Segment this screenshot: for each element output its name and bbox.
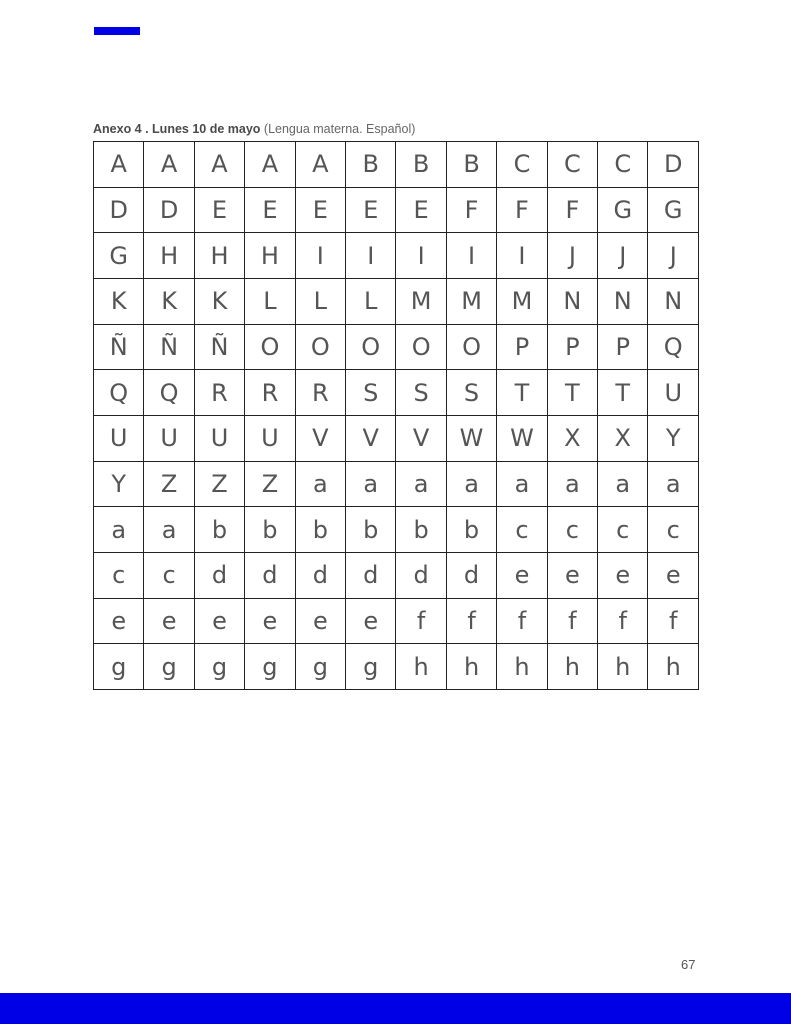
grid-row (94, 598, 699, 644)
letter-cell: U (194, 415, 244, 461)
letter-cell: d (295, 552, 345, 598)
letter-cell: a (396, 461, 446, 507)
letter-cell: F (446, 187, 496, 233)
annex-caption (93, 122, 415, 136)
grid-row (94, 644, 699, 690)
letter-cell: I (346, 233, 396, 279)
letter-cell: R (194, 370, 244, 416)
letter-cell: G (598, 187, 648, 233)
letter-cell: A (295, 142, 345, 188)
letter-cell: g (295, 644, 345, 690)
letter-cell: Ñ (94, 324, 144, 370)
letter-cell: f (648, 598, 699, 644)
grid-row (94, 415, 699, 461)
letter-cell: h (396, 644, 446, 690)
letter-cell: T (598, 370, 648, 416)
letter-cell: O (396, 324, 446, 370)
letter-cell: Q (648, 324, 699, 370)
letter-cell: H (144, 233, 194, 279)
grid-row (94, 142, 699, 188)
letter-cell: E (396, 187, 446, 233)
letter-cell: I (295, 233, 345, 279)
letter-cell: a (144, 507, 194, 553)
letter-cell: e (648, 552, 699, 598)
letter-cell: Ñ (144, 324, 194, 370)
letter-cell: Y (648, 415, 699, 461)
letter-cell: A (94, 142, 144, 188)
letter-cell: I (497, 233, 547, 279)
top-accent-bar (94, 27, 140, 35)
letter-cell: H (194, 233, 244, 279)
letter-cell: M (396, 278, 446, 324)
letter-cell: g (346, 644, 396, 690)
letter-cell: E (295, 187, 345, 233)
letter-cell: C (598, 142, 648, 188)
letter-cell: e (346, 598, 396, 644)
letter-cell: J (648, 233, 699, 279)
letter-cell: T (497, 370, 547, 416)
letter-cell: e (497, 552, 547, 598)
grid-row (94, 278, 699, 324)
letter-cell: R (295, 370, 345, 416)
letter-cell: d (346, 552, 396, 598)
letter-cell: f (547, 598, 597, 644)
letter-cell: b (346, 507, 396, 553)
letter-cell: a (94, 507, 144, 553)
letter-cell: A (144, 142, 194, 188)
letter-cell: b (396, 507, 446, 553)
grid-row (94, 370, 699, 416)
grid-row (94, 324, 699, 370)
letter-cell: Y (94, 461, 144, 507)
letter-cell: P (497, 324, 547, 370)
letter-cell: K (94, 278, 144, 324)
letter-cell: U (144, 415, 194, 461)
letter-cell: O (446, 324, 496, 370)
grid-row (94, 461, 699, 507)
letter-cell: X (598, 415, 648, 461)
letter-cell: S (346, 370, 396, 416)
letter-cell: a (497, 461, 547, 507)
letter-cell: V (396, 415, 446, 461)
letter-cell: g (245, 644, 295, 690)
letter-cell: a (648, 461, 699, 507)
letter-cell: e (144, 598, 194, 644)
letter-cell: F (497, 187, 547, 233)
letter-cell: f (497, 598, 547, 644)
letter-cell: J (598, 233, 648, 279)
letter-cell: h (547, 644, 597, 690)
grid-row (94, 187, 699, 233)
letter-cell: F (547, 187, 597, 233)
letter-cell: a (446, 461, 496, 507)
letter-cell: b (245, 507, 295, 553)
letter-cell: N (648, 278, 699, 324)
letter-cell: e (94, 598, 144, 644)
letter-cell: b (295, 507, 345, 553)
letter-cell: e (295, 598, 345, 644)
letter-cell: W (497, 415, 547, 461)
letter-cell: G (648, 187, 699, 233)
letter-cell: N (598, 278, 648, 324)
letter-grid (93, 141, 699, 690)
letter-cell: B (396, 142, 446, 188)
letter-cell: J (547, 233, 597, 279)
letter-cell: d (446, 552, 496, 598)
letter-cell: C (547, 142, 597, 188)
letter-cell: b (446, 507, 496, 553)
letter-cell: c (598, 507, 648, 553)
letter-cell: U (94, 415, 144, 461)
letter-cell: e (245, 598, 295, 644)
letter-cell: V (346, 415, 396, 461)
letter-cell: D (144, 187, 194, 233)
letter-cell: d (396, 552, 446, 598)
letter-cell: B (346, 142, 396, 188)
letter-cell: b (194, 507, 244, 553)
letter-cell: h (598, 644, 648, 690)
letter-cell: O (245, 324, 295, 370)
letter-cell: M (446, 278, 496, 324)
letter-cell: L (295, 278, 345, 324)
letter-cell: e (194, 598, 244, 644)
letter-cell: E (346, 187, 396, 233)
letter-cell: X (547, 415, 597, 461)
letter-cell: H (245, 233, 295, 279)
letter-cell: U (648, 370, 699, 416)
grid-row (94, 552, 699, 598)
letter-cell: a (295, 461, 345, 507)
letter-cell: U (245, 415, 295, 461)
letter-cell: I (396, 233, 446, 279)
letter-cell: f (446, 598, 496, 644)
grid-row (94, 507, 699, 553)
letter-cell: c (94, 552, 144, 598)
annex-subject: (Lengua materna. Español) (263, 122, 416, 136)
letter-cell: c (648, 507, 699, 553)
letter-cell: R (245, 370, 295, 416)
letter-cell: A (245, 142, 295, 188)
letter-cell: h (648, 644, 699, 690)
letter-cell: g (194, 644, 244, 690)
letter-cell: Z (144, 461, 194, 507)
letter-cell: Q (94, 370, 144, 416)
letter-cell: d (245, 552, 295, 598)
letter-cell: c (144, 552, 194, 598)
letter-cell: d (194, 552, 244, 598)
letter-cell: L (346, 278, 396, 324)
letter-cell: Z (245, 461, 295, 507)
letter-cell: a (547, 461, 597, 507)
letter-cell: g (144, 644, 194, 690)
letter-cell: g (94, 644, 144, 690)
letter-cell: S (396, 370, 446, 416)
letter-cell: K (194, 278, 244, 324)
letter-cell: Z (194, 461, 244, 507)
letter-cell: Q (144, 370, 194, 416)
letter-cell: V (295, 415, 345, 461)
letter-cell: E (194, 187, 244, 233)
letter-cell: K (144, 278, 194, 324)
letter-cell: D (648, 142, 699, 188)
letter-cell: S (446, 370, 496, 416)
letter-cell: C (497, 142, 547, 188)
letter-cell: T (547, 370, 597, 416)
letter-cell: e (598, 552, 648, 598)
letter-cell: Ñ (194, 324, 244, 370)
letter-cell: P (598, 324, 648, 370)
letter-cell: h (446, 644, 496, 690)
letter-cell: c (497, 507, 547, 553)
grid-row (94, 233, 699, 279)
letter-cell: c (547, 507, 597, 553)
page-number: 67 (681, 957, 696, 972)
letter-cell: B (446, 142, 496, 188)
letter-cell: P (547, 324, 597, 370)
letter-cell: D (94, 187, 144, 233)
letter-cell: A (194, 142, 244, 188)
letter-cell: E (245, 187, 295, 233)
letter-cell: O (295, 324, 345, 370)
letter-cell: h (497, 644, 547, 690)
letter-cell: I (446, 233, 496, 279)
letter-cell: W (446, 415, 496, 461)
bottom-accent-bar (0, 993, 791, 1024)
letter-cell: f (396, 598, 446, 644)
letter-cell: a (346, 461, 396, 507)
letter-cell: N (547, 278, 597, 324)
letter-cell: a (598, 461, 648, 507)
letter-cell: O (346, 324, 396, 370)
letter-cell: M (497, 278, 547, 324)
letter-cell: G (94, 233, 144, 279)
letter-cell: e (547, 552, 597, 598)
annex-title: Anexo 4 . Lunes 10 de mayo (93, 122, 261, 136)
letter-cell: L (245, 278, 295, 324)
letter-cell: f (598, 598, 648, 644)
